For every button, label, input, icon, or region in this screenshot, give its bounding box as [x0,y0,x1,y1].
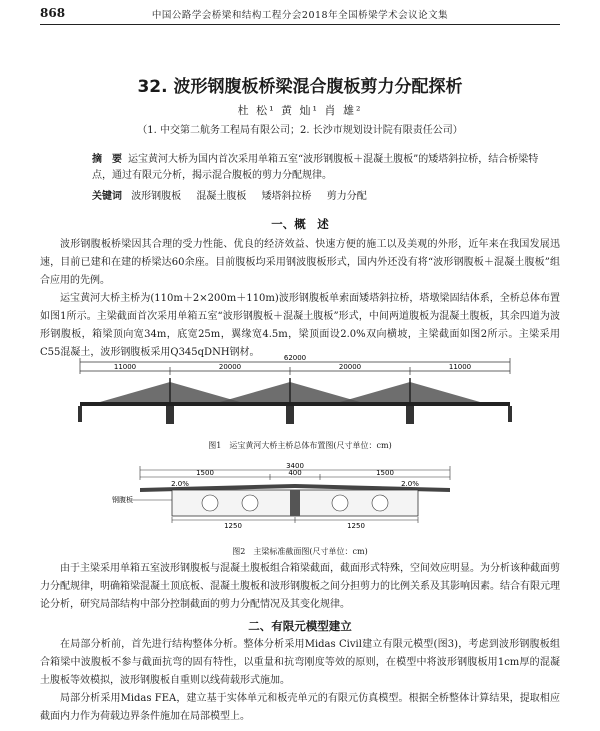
paragraph: 由于主梁采用单箱五室波形钢腹板与混凝土腹板组合箱梁截面，截面形式特殊，空间效应明显。为分析该种截面剪力分配规律，明确箱梁混凝土顶底板、混凝土腹板和波形钢腹板之间分担剪力的比例关系及其影响因素。结合有限元理论分析，研究局部结构中部分控制截面的剪力分配情况及其变化规律。 [40,563,560,610]
paper-authors: 杜 松¹ 黄 灿¹ 肖 雄² [237,104,363,117]
abstract-text: 运宝黄河大桥为国内首次采用单箱五室“波形钢腹板＋混凝土腹板”的矮塔斜拉桥，结合桥梁特点，通过有限元分析，揭示混合腹板的剪力分配规律。 [92,154,539,181]
keyword: 矮塔斜拉桥 [261,191,312,202]
dim-bottom: 1250 [347,522,365,530]
dim-sub: 1500 [196,469,214,477]
dim-sub: 400 [288,469,302,477]
keywords-label: 关键词 [92,191,122,202]
page-number: 868 [40,6,66,20]
paragraph: 局部分析采用Midas FEA，建立基于实体单元和板壳单元的有限元仿真模型。根据全桥整体计算结果，提取相应截面内力作为荷载边界条件施加在局部模型上。 [40,693,560,722]
web-label: 钢腹板 [112,496,133,504]
dim-span: 20000 [338,363,362,371]
section-heading-fem: 二、有限元模型建立 [248,619,352,633]
figure-2-cross-section [110,462,500,544]
paper-title: 32. 波形钢腹板桥梁混合腹板剪力分配探析 [137,77,463,97]
dim-total: 62000 [283,354,307,362]
dim-width: 3400 [286,462,304,470]
section-heading-overview: 一、概 述 [271,217,329,231]
abstract [92,152,540,184]
girder [80,402,510,406]
dim-sub: 1500 [376,469,394,477]
slope-label: 2.0% [171,480,189,488]
dim-span: 20000 [218,363,242,371]
paragraph: 在局部分析前，首先进行结构整体分析。整体分析采用Midas Civil建立有限元模型(图3)，考虑到波形钢腹板组合箱梁中波腹板不参与截面抗弯的固有特性，以重量和抗弯刚度等效的原则，在模型中将波形钢腹板用1cm厚的混凝土腹板等效模拟，波形钢腹板自重则以线荷载形式施加。 [40,639,560,686]
keyword: 混凝土腹板 [196,191,247,202]
paper-affiliations: （1. 中交第二航务工程局有限公司；2. 长沙市规划设计院有限责任公司） [137,125,463,136]
figure-2-caption: 图2 主梁标准截面图(尺寸单位：cm) [232,547,368,556]
running-header [40,6,560,25]
paragraph: 运宝黄河大桥主桥为(110m＋2×200m＋110m)波形钢腹板单索面矮塔斜拉桥，塔墩梁固结体系，全桥总体布置如图1所示。主梁截面首次采用单箱五室“波形钢腹板＋混凝土腹板”形式，中间两道腹板为混凝土腹板，其余四道为波形钢腹板，箱梁顶向宽34m，底宽25m，翼缘宽4.5m，梁顶面设2.0%双向横坡，主梁截面如图2所示。主梁采用C55混凝土，波形钢腹板采用Q345qDNH钢材。 [40,293,560,358]
keyword: 剪力分配 [326,191,367,202]
dim-span: 11000 [113,363,137,371]
abstract-label: 摘 要 [92,154,122,165]
figure-1-caption: 图1 运宝黄河大桥主桥总体布置图(尺寸单位：cm) [208,441,392,450]
slope-label: 2.0% [401,480,419,488]
figure-1-bridge-elevation [70,352,540,432]
keywords [92,187,540,202]
dim-bottom: 1250 [224,522,242,530]
journal-title: 中国公路学会桥梁和结构工程分会2018年全国桥梁学术会议论文集 [151,10,449,21]
dim-span: 11000 [448,363,472,371]
keyword: 波形钢腹板 [131,191,182,202]
paragraph: 波形钢腹板桥梁因其合理的受力性能、优良的经济效益、快速方便的施工以及美观的外形，近年来在我国发展迅速，目前已建和在建的桥梁达60余座。目前腹板均采用钢波腹板形式，国内外还没有将“波形钢腹板＋混凝土腹板”组合应用的先例。 [40,239,560,286]
